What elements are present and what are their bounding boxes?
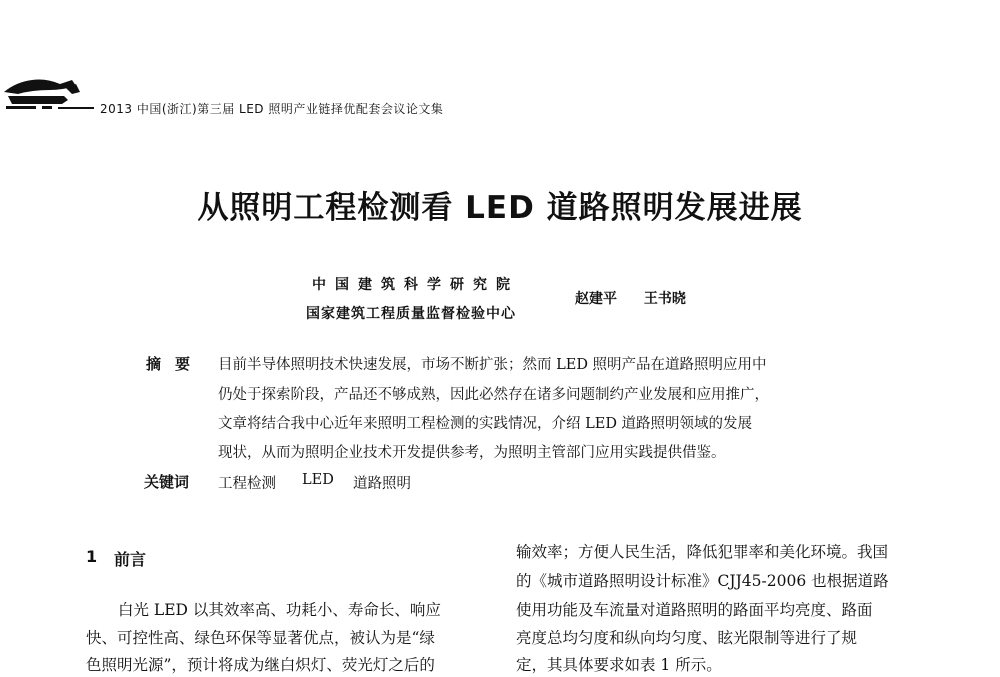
keywords-label: 关键词 bbox=[144, 473, 190, 491]
running-head: 2013 中国(浙江)第三届 LED 照明产业链择优配套会议论文集 bbox=[100, 102, 444, 116]
abstract-line: 文章将结合我中心近年来照明工程检测的实践情况，介绍 LED 道路照明领域的发展 bbox=[218, 416, 753, 432]
keyword: 工程检测 bbox=[218, 476, 276, 492]
abstract-label: 摘要 bbox=[146, 355, 205, 373]
abstract-line: 现状，从而为照明企业技术开发提供参考，为照明主管部门应用实践提供借鉴。 bbox=[218, 445, 726, 461]
body-line-left: 快、可控性高、绿色环保等显著优点，被认为是“绿 bbox=[86, 629, 435, 647]
author-2: 王书晓 bbox=[643, 291, 686, 307]
keyword: LED bbox=[302, 472, 334, 488]
abstract-line: 目前半导体照明技术快速发展，市场不断扩张；然而 LED 照明产品在道路照明应用中 bbox=[218, 357, 767, 373]
body-line-right: 定，其具体要求如表 1 所示。 bbox=[516, 656, 722, 674]
section-title: 前言 bbox=[114, 550, 147, 569]
body-line-right: 输效率；方便人民生活，降低犯罪率和美化环境。我国 bbox=[516, 543, 889, 561]
author-list bbox=[575, 288, 686, 308]
paper-title: 从照明工程检测看 LED 道路照明发展进展 bbox=[197, 190, 803, 226]
affiliation-2: 国家建筑工程质量监督检验中心 bbox=[306, 306, 516, 322]
body-line-right: 使用功能及车流量对道路照明的路面平均亮度、路面 bbox=[516, 601, 873, 619]
body-line-left: 白光 LED 以其效率高、功耗小、寿命长、响应 bbox=[118, 601, 441, 619]
affiliation-1: 中国建筑科学研究院 bbox=[312, 277, 519, 293]
conference-logo bbox=[2, 70, 97, 114]
keyword: 道路照明 bbox=[353, 476, 411, 492]
author-1: 赵建平 bbox=[575, 291, 617, 307]
body-line-left: 色照明光源”，预计将成为继白炽灯、荧光灯之后的 bbox=[86, 656, 435, 674]
body-line-right: 的《城市道路照明设计标准》CJJ45-2006 也根据道路 bbox=[516, 572, 889, 590]
abstract-line: 仍处于探索阶段，产品还不够成熟，因此必然存在诸多问题制约产业发展和应用推广， bbox=[218, 387, 769, 403]
body-line-right: 亮度总均匀度和纵向均匀度、眩光限制等进行了规 bbox=[516, 629, 858, 647]
section-number: 1 bbox=[86, 547, 98, 566]
